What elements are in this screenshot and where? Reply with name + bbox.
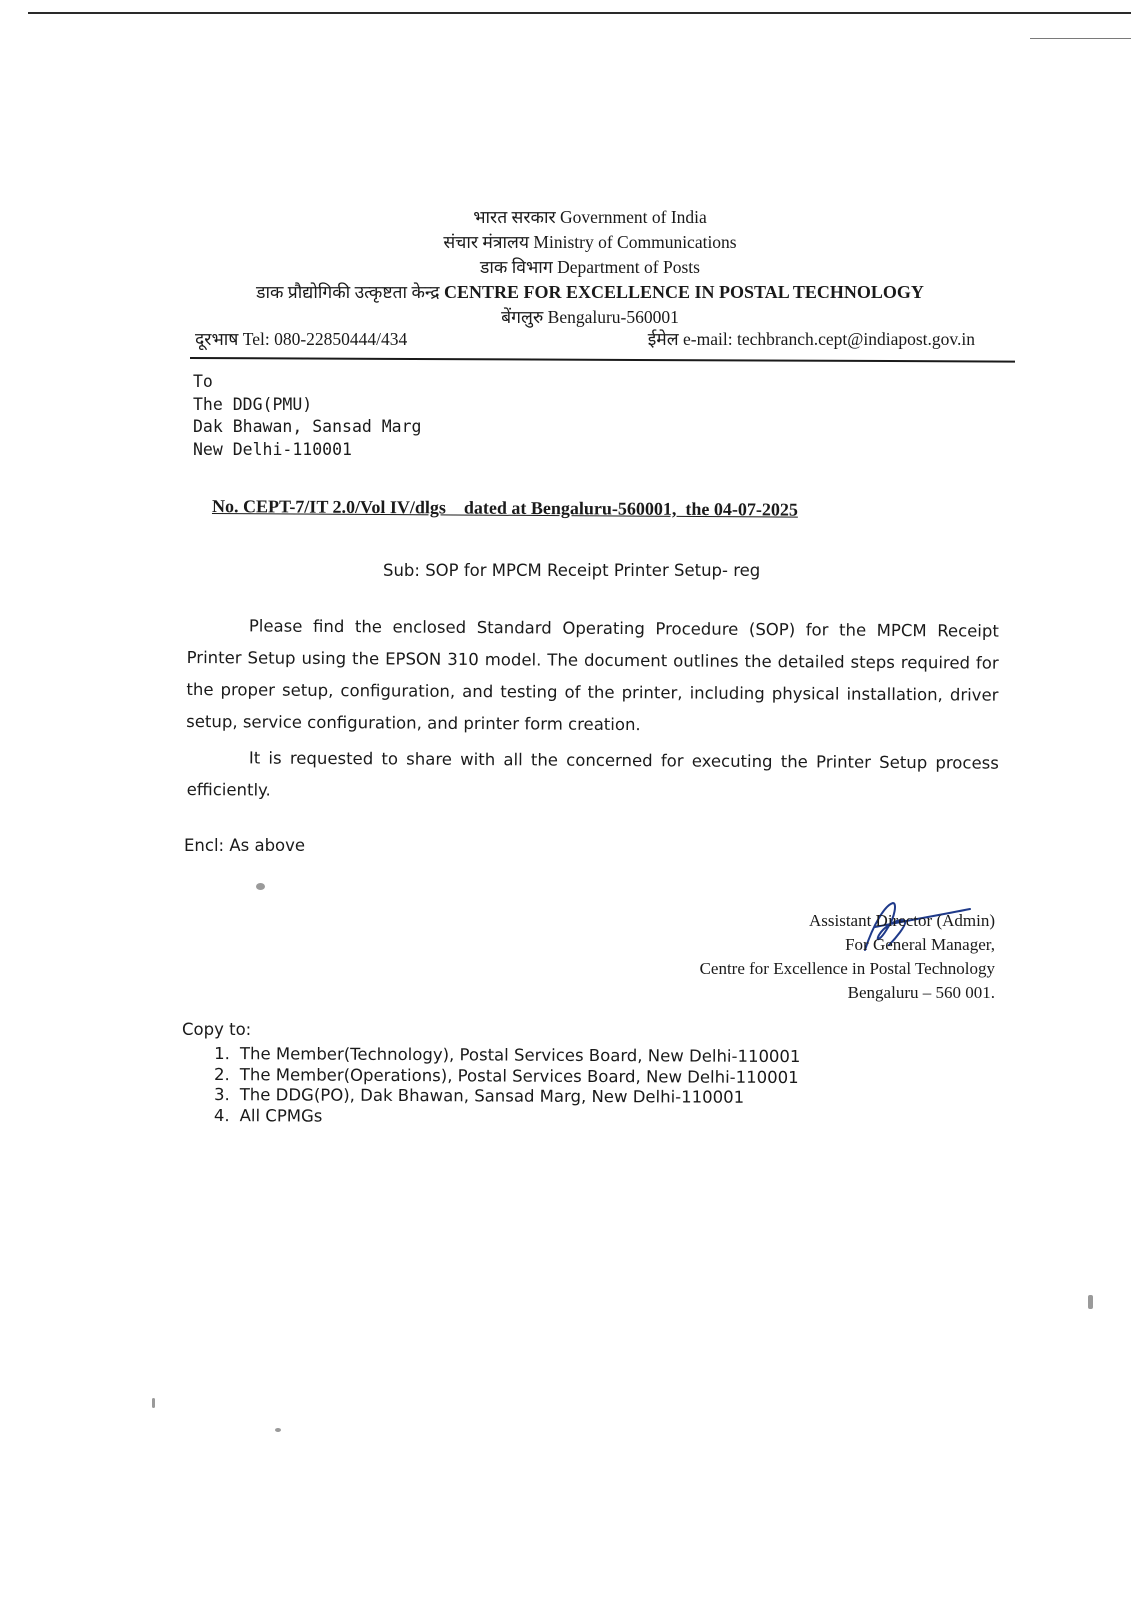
list-item-text: The Member(Technology), Postal Services Board, New Delhi-110001 — [239, 1044, 801, 1067]
list-item-number: 3. — [213, 1085, 230, 1105]
letterhead — [190, 205, 990, 330]
letterhead-ministry: संचार मंत्रालय Ministry of Communications — [443, 232, 737, 252]
subject-line: Sub: SOP for MPCM Receipt Printer Setup- reg — [383, 561, 761, 580]
signatory-on-behalf: For General Manager, — [845, 935, 995, 954]
list-item-number: 4. — [213, 1105, 230, 1125]
addressee-city: New Delhi-110001 — [193, 439, 352, 459]
list-item-text: All CPMGs — [239, 1105, 323, 1126]
contact-row — [195, 327, 975, 351]
letterhead-rule — [190, 357, 1015, 363]
email: ईमेल e-mail: techbranch.cept@indiapost.gov.in — [647, 329, 975, 349]
scan-speck — [256, 883, 265, 890]
scan-speck — [152, 1398, 155, 1408]
letterhead-city: बेंगलुरु Bengaluru-560001 — [501, 307, 679, 327]
scan-speck — [1088, 1295, 1093, 1309]
letterhead-centre-english: CENTRE FOR EXCELLENCE IN POSTAL TECHNOLOGY — [443, 282, 924, 302]
addressee-title: The DDG(PMU) — [193, 394, 313, 414]
signatory-city: Bengaluru – 560 001. — [847, 983, 995, 1002]
list-item-number: 1. — [214, 1044, 230, 1064]
telephone: दूरभाष Tel: 080-22850444/434 — [195, 329, 408, 349]
list-item-text: The Member(Operations), Postal Services Board, New Delhi-110001 — [239, 1064, 799, 1087]
body-paragraph-1: Please find the enclosed Standard Operating Procedure (SOP) for the MPCM Receipt Printer Setup using the EPSON 310 model. The document outlines the detailed steps required for the proper setup, configuration, and testing of the printer, including physical installation, driver setup, service configuration, and printer form creation. — [186, 616, 999, 735]
copy-to-label: Copy to: — [182, 1020, 252, 1039]
body-paragraph-2: It is requested to share with all the concerned for executing the Printer Setup process efficiently. — [186, 748, 999, 800]
signatory-designation: Assistant Director (Admin) — [808, 911, 995, 930]
letterhead-government: भारत सरकार Government of India — [473, 207, 707, 227]
addressee-block — [193, 371, 421, 461]
list-item — [210, 1105, 801, 1129]
scan-edge-line — [28, 12, 1131, 14]
enclosure-note: Encl: As above — [184, 836, 306, 855]
scan-edge-line-right — [1030, 38, 1131, 39]
letterhead-centre-hindi: डाक प्रौद्योगिकी उत्कृष्टता केन्द्र — [256, 282, 440, 302]
scan-speck — [275, 1428, 281, 1432]
list-item-text: The DDG(PO), Dak Bhawan, Sansad Marg, New Delhi-110001 — [239, 1085, 745, 1107]
signature-block — [700, 909, 995, 1005]
addressee-to: To — [193, 372, 213, 391]
addressee-address: Dak Bhawan, Sansad Marg — [193, 417, 422, 436]
list-item-number: 2. — [214, 1064, 230, 1084]
letterhead-centre — [190, 280, 990, 305]
signatory-office: Centre for Excellence in Postal Technology — [699, 959, 995, 978]
copy-to-list — [210, 1044, 801, 1129]
letterhead-department: डाक विभाग Department of Posts — [480, 257, 700, 277]
reference-number: No. CEPT-7/IT 2.0/Vol IV/dlgs dated at Bengaluru-560001, the 04-07-2025 — [211, 496, 798, 520]
